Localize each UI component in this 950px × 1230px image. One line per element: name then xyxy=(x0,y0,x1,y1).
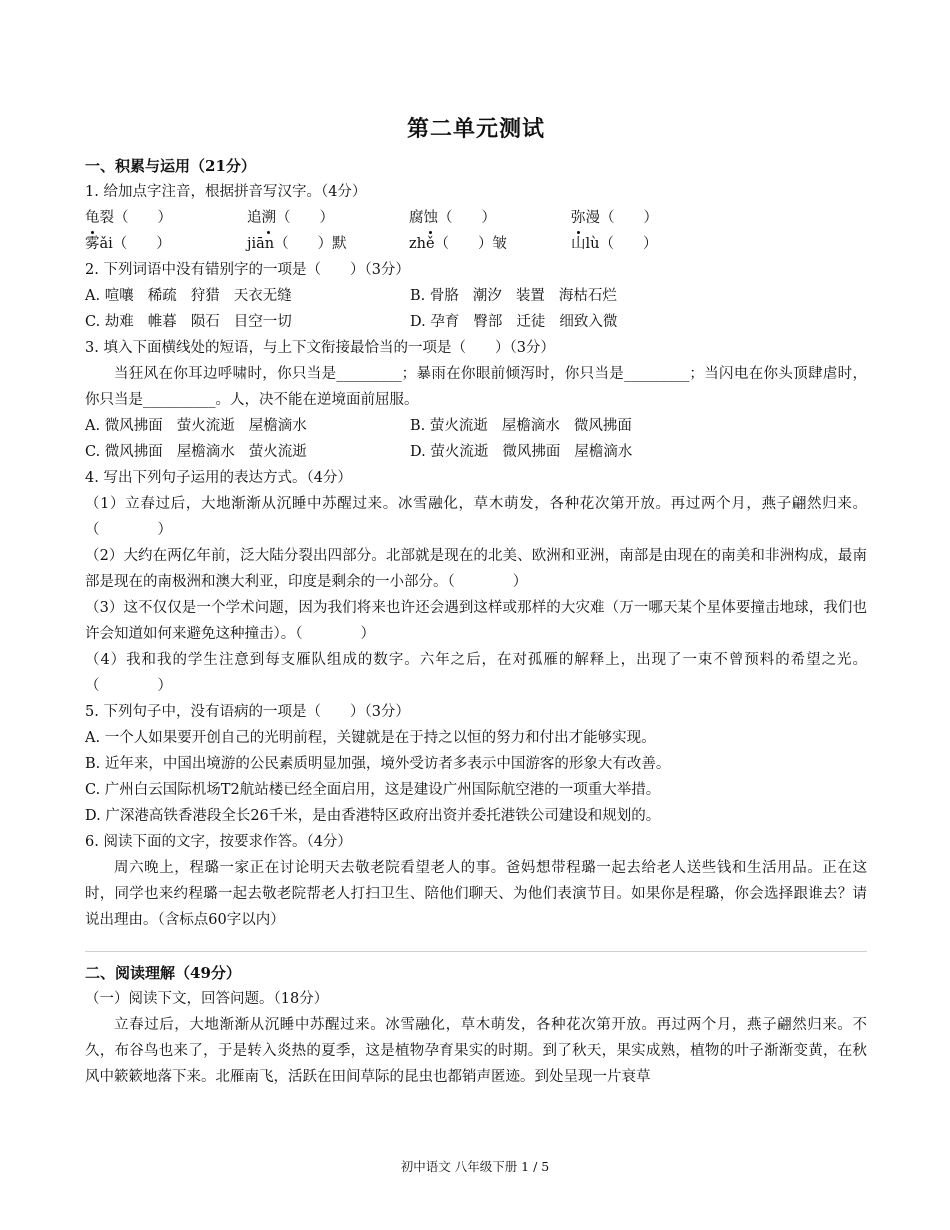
q2-option-d: D. 孕育 臀部 迁徒 细致入微 xyxy=(410,314,618,330)
q1-row1 xyxy=(85,205,867,231)
reading-1-passage: 立春过后，大地渐渐从沉睡中苏醒过来。冰雪融化，草木萌发，各种花次第开放。再过两个月，燕子翩然归来。不久，布谷鸟也来了，于是转入炎热的夏季，这是植物孕育果实的时期。到了秋天，果实成熟，植物的叶子渐渐变黄，在秋风中簌簌地落下来。北雁南飞，活跃在田间草际的昆虫也都销声匿迹。到处呈现一片衰草 xyxy=(85,1017,867,1085)
q4-stem: 4. 写出下列句子运用的表达方式。（4分） xyxy=(85,470,352,486)
q3-option-a: A. 微风拂面 萤火流逝 屋檐滴水 xyxy=(85,418,307,434)
q3-option-c: C. 微风拂面 屋檐滴水 萤火流逝 xyxy=(85,444,307,460)
q5-option-d: D. 广深港高铁香港段全长26千米，是由香港特区政府出资并委托港铁公司建设和规划的。 xyxy=(85,808,661,824)
q3-passage: 当狂风在你耳边呼啸时，你只当是_________；暴雨在你眼前倾泻时，你只当是_________；当闪电在你头顶肆虐时，你只当是__________。人，决不能在逆境面前屈服。 xyxy=(85,366,867,408)
q3-option-d: D. 萤火流逝 微风拂面 屋檐滴水 xyxy=(410,444,633,460)
document-page xyxy=(85,112,867,1090)
q4-item-1: （1）立春过后，大地渐渐从沉睡中苏醒过来。冰雪融化，草木萌发，各种花次第开放。再过两个月，燕子翩然归来。（ ） xyxy=(85,496,867,538)
q3-option-b: B. 萤火流逝 屋檐滴水 微风拂面 xyxy=(410,418,632,434)
q5-stem: 5. 下列句子中，没有语病的一项是（ ）（3分） xyxy=(85,704,410,720)
q2-options-cd xyxy=(85,309,867,335)
q1-item-4: 弥漫（ ） xyxy=(571,205,733,231)
q1-item-3: 腐蚀（ ） xyxy=(409,205,571,231)
q2-stem: 2. 下列词语中没有错别字的一项是（ ）（3分） xyxy=(85,262,410,278)
q4-item-2: （2）大约在两亿年前，泛大陆分裂出四部分。北部就是现在的北美、欧洲和亚洲，南部是由现在的南美和非洲构成，最南部是现在的南极洲和澳大利亚，印度是剩余的一小部分。（ ） xyxy=(85,548,867,590)
reading-1-stem: （一）阅读下文，回答问题。（18分） xyxy=(85,991,329,1007)
q5-option-a: A. 一个人如果要开创自己的光明前程，关键就是在于持之以恒的努力和付出才能够实现。 xyxy=(85,730,656,746)
q3-options-cd xyxy=(85,439,867,465)
q2-option-b: B. 骨胳 潮汐 装置 海枯石烂 xyxy=(410,288,617,304)
q4-item-3: （3）这不仅仅是一个学术问题，因为我们将来也许还会遇到这样或那样的大灾难（万一哪天某个星体要撞击地球，我们也许会知道如何来避免这种撞击）。（ ） xyxy=(85,600,867,642)
q5-option-c: C. 广州白云国际机场T2航站楼已经全面启用，这是建设广州国际航空港的一项重大举措。 xyxy=(85,782,661,798)
q1-row2 xyxy=(85,231,867,257)
q1-item-7: zhě（ ）皱 xyxy=(409,236,508,252)
section-1-heading: 一、积累与运用（21分） xyxy=(85,157,256,175)
q2-options-ab xyxy=(85,283,867,309)
q3-options-ab xyxy=(85,413,867,439)
q1-item-6: jiān（ ）默 xyxy=(247,236,347,252)
page-footer: 初中语文 八年级下册 1 / 5 xyxy=(400,1159,550,1174)
q2-option-c: C. 劫难 帷暮 陨石 目空一切 xyxy=(85,314,292,330)
q6-stem: 6. 阅读下面的文字，按要求作答。（4分） xyxy=(85,834,352,850)
section-divider xyxy=(85,951,867,952)
q2-option-a: A. 喧嚷 稀疏 狩猎 天衣无缝 xyxy=(85,288,292,304)
q1-stem: 1. 给加点字注音，根据拼音写汉字。（4分） xyxy=(85,184,367,200)
q3-stem: 3. 填入下面横线处的短语，与上下文衔接最恰当的一项是（ ）（3分） xyxy=(85,340,555,356)
q1-item-2: 追溯（ ） xyxy=(247,205,409,231)
q5-option-b: B. 近年来，中国出境游的公民素质明显加强，境外受访者多表示中国游客的形象大有改善。 xyxy=(85,756,671,772)
page-title: 第二单元测试 xyxy=(406,116,545,142)
q1-item-5: 雾ǎi（ ） xyxy=(85,236,171,252)
q1-item-8: 山lù（ ） xyxy=(571,236,658,252)
section-2-heading: 二、阅读理解（49分） xyxy=(85,964,241,982)
q6-passage: 周六晚上，程璐一家正在讨论明天去敬老院看望老人的事。爸妈想带程璐一起去给老人送些钱和生活用品。正在这时，同学也来约程璐一起去敬老院帮老人打扫卫生、陪他们聊天、为他们表演节目。如果你是程璐，你会选择跟谁去？请说出理由。（含标点60字以内） xyxy=(85,860,867,928)
q1-item-1: 龟裂（ ） xyxy=(85,205,247,231)
q4-item-4: （4）我和我的学生注意到每支雁队组成的数字。六年之后，在对孤雁的解释上，出现了一束不曾预料的希望之光。（ ） xyxy=(85,652,867,694)
